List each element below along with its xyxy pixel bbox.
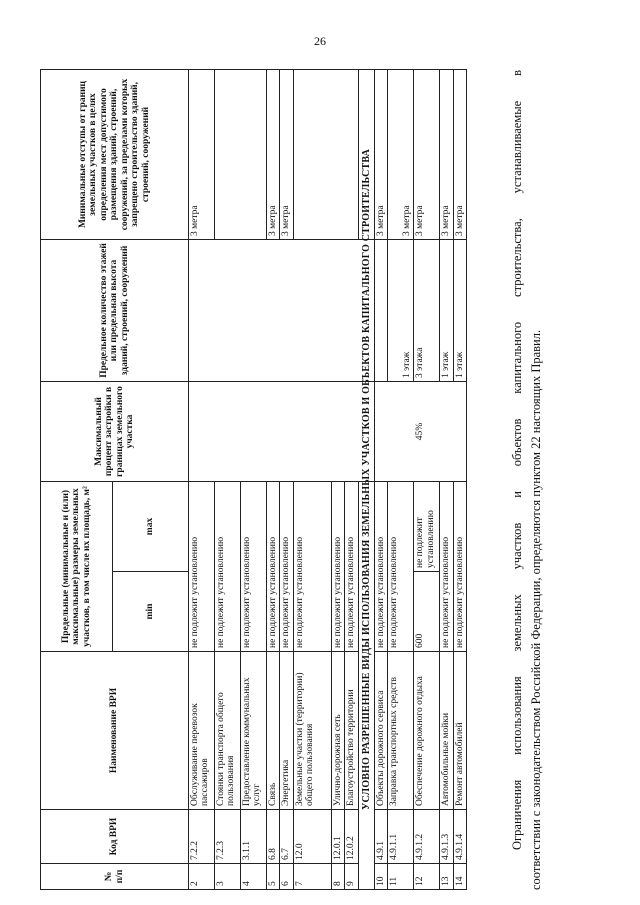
row-name: Ремонт автомобилей bbox=[453, 652, 466, 810]
row-code: 6.8 bbox=[267, 810, 280, 864]
rotated-page-content bbox=[40, 70, 560, 890]
row-name: Автомобильные мойки bbox=[440, 652, 453, 810]
row-num: 12 bbox=[414, 864, 440, 890]
restrictions-note bbox=[508, 70, 547, 890]
row-setback: 3 метра bbox=[388, 70, 414, 240]
row-setback: 3 метра bbox=[280, 70, 293, 240]
row-num: 8 bbox=[331, 864, 344, 890]
section-title: УСЛОВНО РАЗРЕШЕННЫЕ ВИДЫ ИСПОЛЬЗОВАНИЯ ЗЕМЕЛЬНЫХ УЧАСТКОВ И ОБЪЕКТОВ КАПИТАЛЬНОГО СТРОИТЕЛЬСТВА bbox=[358, 70, 374, 890]
row-percent-empty bbox=[189, 382, 375, 482]
row-num: 14 bbox=[453, 864, 466, 890]
header-min: min bbox=[113, 572, 189, 652]
row-size: не подлежит установлению bbox=[374, 482, 387, 652]
row-size: не подлежит установлению bbox=[293, 482, 331, 652]
row-code: 12.0.1 bbox=[331, 810, 344, 864]
row-floors: 1 этаж bbox=[388, 240, 414, 382]
row-min: 600 bbox=[414, 572, 440, 652]
table-row bbox=[374, 70, 387, 890]
row-setback-empty bbox=[215, 70, 267, 240]
row-num: 10 bbox=[374, 864, 387, 890]
row-name: Обеспечение дорожного отдыха bbox=[414, 652, 440, 810]
row-size: не подлежит установлению bbox=[388, 482, 414, 652]
row-code: 4.9.1.2 bbox=[414, 810, 440, 864]
row-setback-empty bbox=[293, 70, 358, 240]
row-name: Земельные участки (территории) общего пользования bbox=[293, 652, 331, 810]
header-num: № п/п bbox=[41, 864, 189, 890]
header-max: max bbox=[113, 482, 189, 572]
row-setback: 3 метра bbox=[453, 70, 466, 240]
row-num: 13 bbox=[440, 864, 453, 890]
row-name: Улично-дорожная сеть bbox=[331, 652, 344, 810]
row-name: Обслуживание перевозок пассажиров bbox=[189, 652, 215, 810]
row-code: 4.9.1.4 bbox=[453, 810, 466, 864]
header-code: Код ВРИ bbox=[41, 810, 189, 864]
header-floors: Предельное количество этажей или предельная высота зданий, строений, сооружений bbox=[41, 240, 189, 382]
row-code: 4.9.1 bbox=[374, 810, 387, 864]
row-size: не подлежит установлению bbox=[267, 482, 280, 652]
row-num: 7 bbox=[293, 864, 331, 890]
row-code: 7.2.3 bbox=[215, 810, 241, 864]
row-num: 3 bbox=[215, 864, 241, 890]
page-number: 26 bbox=[314, 34, 326, 48]
note-line-2: соответствии с законодательством Российской Федерации, определяются пунктом 22 настоящих Правил. bbox=[529, 329, 544, 890]
row-code: 4.9.1.1 bbox=[388, 810, 414, 864]
row-setback: 3 метра bbox=[189, 70, 215, 240]
permitted-use-table bbox=[40, 69, 467, 890]
row-code: 3.1.1 bbox=[241, 810, 267, 864]
row-setback: 3 метра bbox=[267, 70, 280, 240]
row-setback: 3 метра bbox=[374, 70, 387, 240]
row-num: 2 bbox=[189, 864, 215, 890]
row-size: не подлежит установлению bbox=[280, 482, 293, 652]
row-name: Объекты дорожного сервиса bbox=[374, 652, 387, 810]
row-code: 12.0 bbox=[293, 810, 331, 864]
section-row bbox=[358, 70, 374, 890]
header-name: Наименование ВРИ bbox=[41, 652, 189, 810]
table-row bbox=[189, 70, 215, 890]
row-name: Стоянки транспорта общего пользования bbox=[215, 652, 241, 810]
row-num: 4 bbox=[241, 864, 267, 890]
row-floors: 1 этаж bbox=[440, 240, 453, 382]
note-line-1: Ограничения использования земельных участков и объектов капитального строительства, устанавливаемые в bbox=[510, 70, 524, 850]
row-code: 6.7 bbox=[280, 810, 293, 864]
row-size: не подлежит установлению bbox=[345, 482, 358, 652]
row-num: 5 bbox=[267, 864, 280, 890]
header-setback: Минимальные отступы от границ земельных участков в целях определения мест допустимого размещения зданий, строений, сооружений, за пределами которых запрещено строительство зданий, строений, сооружений bbox=[41, 70, 189, 240]
row-floors-empty bbox=[374, 240, 387, 382]
row-size: не подлежит установлению bbox=[215, 482, 241, 652]
row-size: не подлежит установлению bbox=[440, 482, 453, 652]
row-name: Энергетика bbox=[280, 652, 293, 810]
row-num: 9 bbox=[345, 864, 358, 890]
row-percent: 45% bbox=[415, 422, 426, 441]
row-floors: 3 этажа bbox=[414, 240, 440, 382]
row-name: Заправка транспортных средств bbox=[388, 652, 414, 810]
row-floors: 1 этаж bbox=[453, 240, 466, 382]
row-percent-cell bbox=[374, 382, 466, 482]
header-percent: Максимальный процент застройки в границах земельного участка bbox=[41, 382, 189, 482]
row-max: не подлежит установлению bbox=[414, 482, 440, 572]
row-name: Связь bbox=[267, 652, 280, 810]
row-num: 11 bbox=[388, 864, 414, 890]
row-name: Предоставление коммунальных услуг bbox=[241, 652, 267, 810]
row-name: Благоустройство территории bbox=[345, 652, 358, 810]
row-code: 12.0.2 bbox=[345, 810, 358, 864]
row-num: 6 bbox=[280, 864, 293, 890]
header-size: Предельные (минимальные и (или) максимальные) размеры земельных участков, в том числе их площадь, м² bbox=[41, 482, 113, 652]
row-size: не подлежит установлению bbox=[453, 482, 466, 652]
row-setback: 3 метра bbox=[414, 70, 440, 240]
row-floors-empty bbox=[189, 240, 375, 382]
row-code: 4.9.1.3 bbox=[440, 810, 453, 864]
row-size: не подлежит установлению bbox=[189, 482, 215, 652]
row-size: не подлежит установлению bbox=[241, 482, 267, 652]
row-setback: 3 метра bbox=[440, 70, 453, 240]
row-size: не подлежит установлению bbox=[331, 482, 344, 652]
row-code: 7.2.2 bbox=[189, 810, 215, 864]
